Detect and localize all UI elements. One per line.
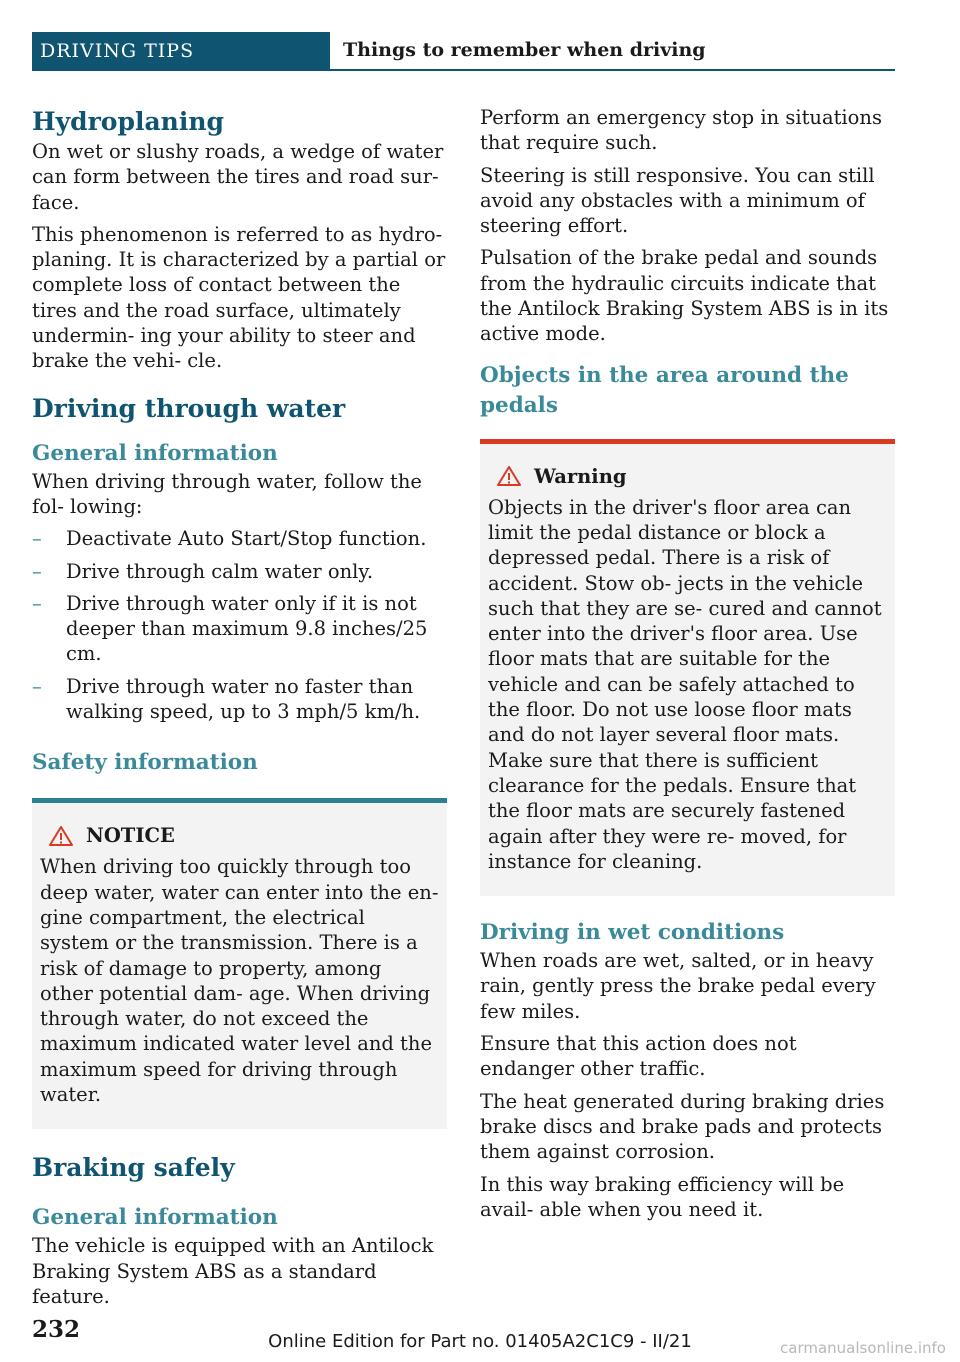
watermark: carmanualsonline.info bbox=[780, 1339, 946, 1357]
paragraph: When roads are wet, salted, or in heavy rain, gently press the brake pedal every few miles. bbox=[480, 949, 876, 1023]
heading-braking-safely: Braking safely bbox=[32, 1153, 235, 1183]
page-header bbox=[32, 32, 895, 71]
subheading-general-information: General information bbox=[32, 440, 278, 466]
warning-box bbox=[480, 439, 895, 896]
notice-label: NOTICE bbox=[86, 824, 175, 848]
paragraph: Perform an emergency stop in situations that require such. bbox=[480, 106, 882, 155]
heading-driving-through-water: Driving through water bbox=[32, 393, 346, 423]
paragraph: On wet or slushy roads, a wedge of water can form between the tires and road sur‐ face. bbox=[32, 140, 444, 214]
warning-triangle-icon bbox=[496, 465, 522, 487]
heading-hydroplaning: Hydroplaning bbox=[32, 107, 224, 136]
list-item: – Drive through calm water only. bbox=[32, 559, 374, 583]
page-title: Things to remember when driving bbox=[343, 39, 706, 61]
paragraph: Ensure that this action does not endanger other traffic. bbox=[480, 1032, 797, 1081]
paragraph: When driving through water, follow the fol‐ lowing: bbox=[32, 469, 422, 518]
right-column bbox=[480, 105, 895, 1229]
subheading-driving-wet-conditions: Driving in wet conditions bbox=[480, 920, 785, 946]
paragraph: Pulsation of the brake pedal and sounds from the hydraulic circuits indicate that the Antilock Braking System ABS is in its active mode. bbox=[480, 246, 889, 346]
notice-box bbox=[32, 798, 447, 1129]
paragraph: The vehicle is equipped with an Antilock Braking System ABS as a standard feature. bbox=[32, 1234, 434, 1308]
list-item: – Drive through water no faster than walking speed, up to 3 mph/5 km/h. bbox=[32, 674, 421, 724]
edition-line: Online Edition for Part no. 01405A2C1C9 - II/21 bbox=[268, 1331, 692, 1352]
notice-text: When driving too quickly through too deep water, water can enter into the en‐ gine compartment, the electrical system or the transmission. There is a risk of damage to property, among other potential dam‐ age. When driving through water, do not exceed the maximum indicated water level and the maximum speed for driving through water. bbox=[40, 855, 439, 1107]
water-rules-list bbox=[32, 526, 447, 724]
left-column bbox=[32, 105, 447, 1316]
paragraph: The heat generated during braking dries brake discs and brake pads and protects them against corrosion. bbox=[480, 1089, 885, 1164]
paragraph: Steering is still responsive. You can still avoid any obstacles with a minimum of steering effort. bbox=[480, 163, 875, 238]
subheading-general-information: General information bbox=[32, 1205, 278, 1231]
warning-label: Warning bbox=[534, 464, 627, 488]
section-label: DRIVING TIPS bbox=[32, 32, 330, 71]
paragraph: In this way braking efficiency will be avail‐ able when you need it. bbox=[480, 1172, 845, 1221]
warning-triangle-icon bbox=[48, 825, 74, 847]
page-number: 232 bbox=[32, 1316, 81, 1343]
warning-text: Objects in the driver's floor area can limit the pedal distance or block a depressed pedal. There is a risk of accident. Stow ob‐ jects in the vehicle such that they are se‐ cured and cannot enter into the driver's floor area. Use floor mats that are suitable for the vehicle and can be safely attached to the floor. Do not use loose floor mats and do not layer several floor mats. Make sure that there is sufficient clearance for the pedals. Ensure that the floor mats are securely fastened again after they were re‐ moved, for instance for cleaning. bbox=[488, 495, 882, 873]
subheading-objects-around-pedals: Objects in the area around the pedals bbox=[480, 362, 849, 418]
subheading-safety-information: Safety information bbox=[32, 750, 258, 776]
list-item: – Drive through water only if it is not deeper than maximum 9.8 inches/25 cm. bbox=[32, 591, 428, 666]
paragraph: This phenomenon is referred to as hydro‐ planing. It is characterized by a partial or complete loss of contact between the tires and the road surface, ultimately undermin‐ ing your ability to steer and brake the vehi‐ cle. bbox=[32, 222, 446, 373]
list-item: – Deactivate Auto Start/Stop function. bbox=[32, 527, 427, 551]
